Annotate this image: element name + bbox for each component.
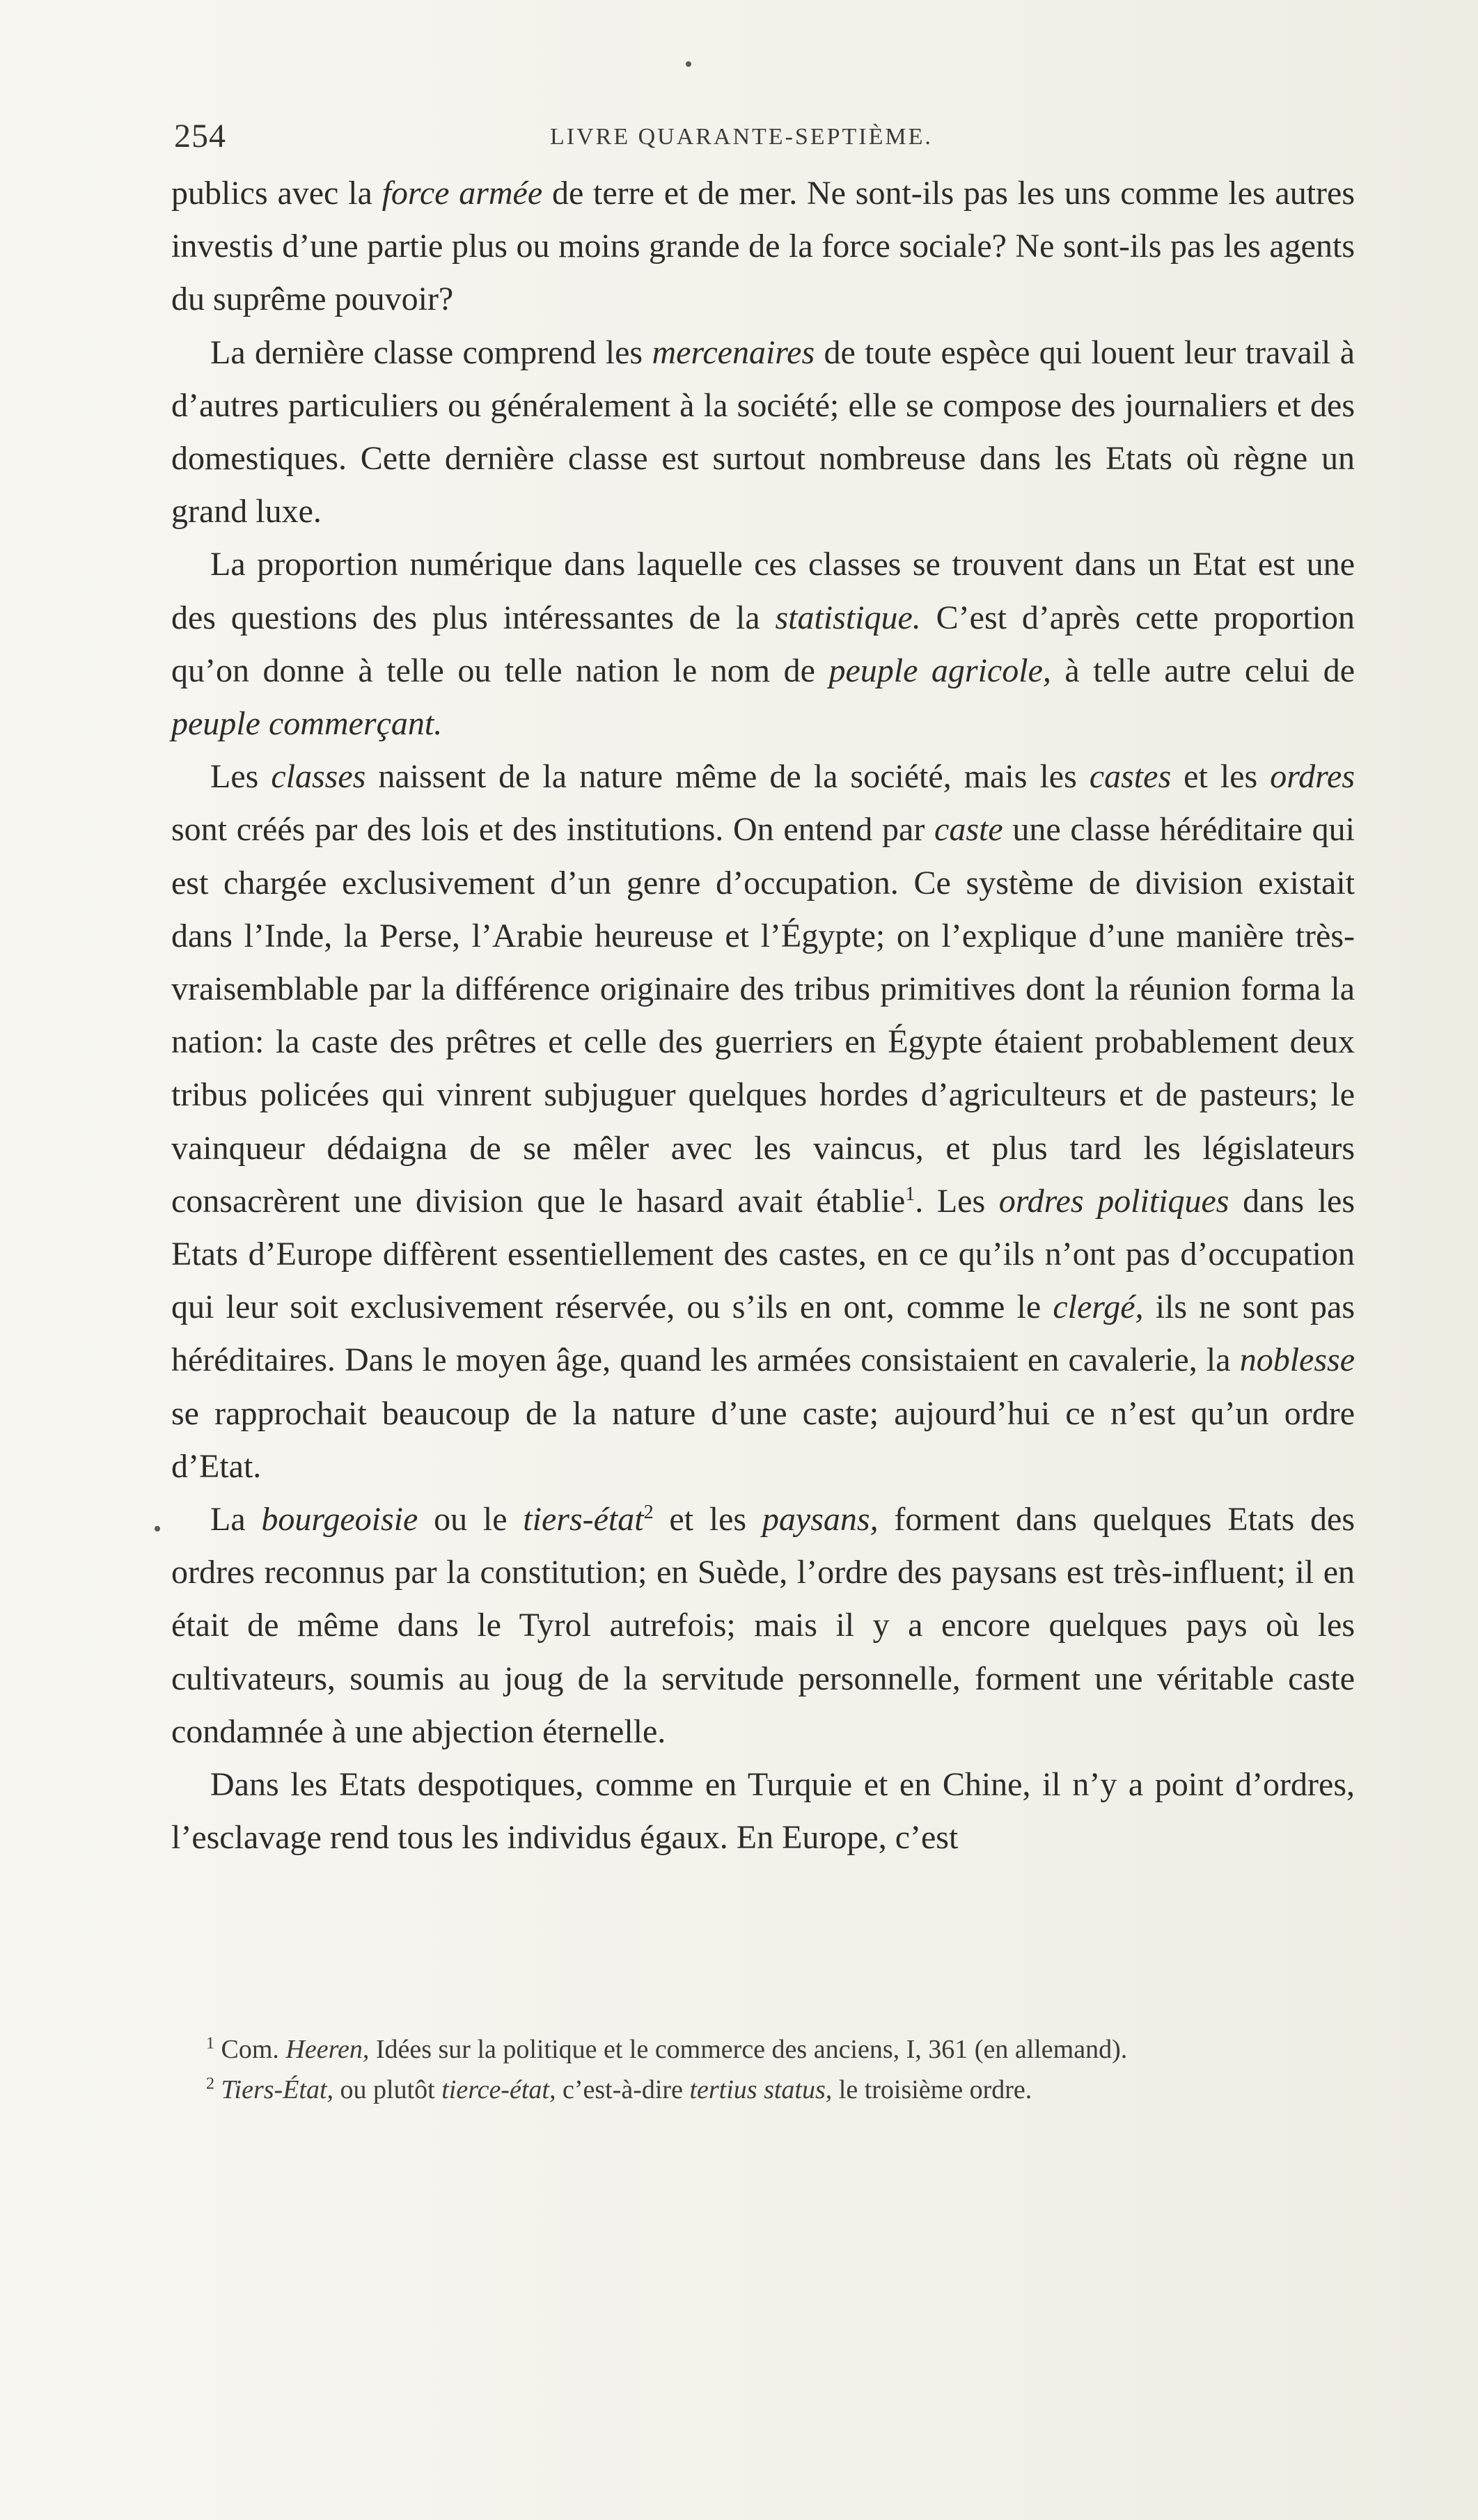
emphasis: bourgeoisie <box>261 1501 418 1538</box>
paragraph-2: La dernière classe comprend les mercenaires de toute espèce qui louent leur travail à d’autres particuliers ou généralement à la société; elle se compose des journaliers et des domestiques. Cette dernière classe est surtout nombreuse dans les Etats où règne un grand luxe. <box>171 333 1355 530</box>
paragraph-4: Les classes naissent de la nature même de la société, mais les castes et les ordres sont créés par des lois et des institutions. On entend par caste une classe héréditaire qui est chargée exclusivement d’un genre d’occupation. Ce système de division existait dans l’Inde, la Perse, l’Arabie heureuse et l’Égypte; on l’explique d’une manière très-vraisemblable par la différence originaire des tribus primitives dont la réunion forma la nation: la caste des prêtres et celle des guerriers en Égypte étaient probablement deux tribus policées qui vinrent subjuguer quelques hordes d’agriculteurs et de pasteurs; le vainqueur dédaigna de se mêler avec les vaincus, et plus tard les législateurs consacrèrent une division que le hasard avait établie$^1$. Les ordres politiques dans les Etats d’Europe diffèrent essentiellement des castes, en ce qu’ils n’ont pas d’occupation qui leur soit exclusivement réservée, ou s’ils en ont, comme le clergé, ils ne sont pas héréditaires. Dans le moyen âge, quand les armées consistaient en cavalerie, la noblesse se rapprochait beaucoup de la nature d’une caste; aujourd’hui ce n’est qu’un ordre d’Etat. <box>171 758 1355 1485</box>
paragraph-5: La bourgeoisie ou le tiers-état$^2$ et les paysans, forment dans quelques Etats des ordres reconnus par la constitution; en Suède, l’ordre des paysans est très-influent; il en était de même dans le Tyrol autrefois; mais il y a encore quelques pays où les cultivateurs, soumis au joug de la servitude personnelle, forment une véritable caste condamnée à une abjection éternelle. <box>171 1501 1355 1750</box>
emphasis: Tiers-État, <box>221 2075 334 2104</box>
emphasis: peuple agricole, <box>828 652 1051 689</box>
print-speck <box>686 61 691 67</box>
emphasis: castes <box>1089 758 1172 796</box>
footnote-mark: 2 <box>206 2074 214 2093</box>
footnote-2: $^2$ Tiers-État, ou plutôt tierce-état, c’est-à-dire tertius status, le troisième ordre. <box>206 2074 1032 2104</box>
emphasis: classes <box>271 758 366 796</box>
footnote-1: $^1$ Com. Heeren, Idées sur la politique et le commerce des anciens, I, 361 (en allemand). <box>206 2034 1128 2064</box>
footnotes <box>171 2029 1355 2110</box>
emphasis: force armée <box>382 175 543 212</box>
emphasis: tiers-état <box>523 1501 644 1538</box>
emphasis: statistique. <box>775 599 921 636</box>
footnote-ref-2[interactable]: 2 <box>643 1502 654 1524</box>
print-speck <box>155 1526 160 1531</box>
emphasis: tertius status, <box>689 2075 833 2104</box>
emphasis: ordres politiques <box>998 1182 1229 1220</box>
page-number: 254 <box>174 118 226 155</box>
emphasis: clergé, <box>1053 1289 1144 1326</box>
emphasis: peuple commerçant. <box>171 705 443 743</box>
paragraph-3: La proportion numérique dans laquelle ces classes se trouvent dans un Etat est une des questions des plus intéressantes de la statistique. C’est d’après cette proportion qu’on donne à telle ou telle nation le nom de peuple agricole, à telle autre celui de peuple commerçant. <box>171 546 1355 743</box>
paragraph-1: publics avec la force armée de terre et de mer. Ne sont-ils pas les uns comme les autres investis d’une partie plus ou moins grande de la force sociale? Ne sont-ils pas les agents du suprême pouvoir? <box>171 175 1355 318</box>
emphasis: mercenaires <box>652 333 815 371</box>
emphasis: paysans, <box>762 1501 879 1538</box>
emphasis: noblesse <box>1239 1341 1355 1379</box>
running-title: LIVRE QUARANTE-SEPTIÈME. <box>550 124 933 150</box>
body-text <box>171 167 1355 1865</box>
emphasis: caste <box>934 811 1003 849</box>
paragraph-6: Dans les Etats despotiques, comme en Turquie et en Chine, il n’y a point d’ordres, l’esclavage rend tous les individus égaux. En Europe, c’est <box>171 1766 1355 1857</box>
emphasis: ordres <box>1270 758 1355 796</box>
emphasis: tierce-état, <box>441 2075 556 2104</box>
emphasis: Heeren, <box>285 2035 370 2064</box>
footnote-mark: 1 <box>206 2034 214 2053</box>
footnote-ref-1[interactable]: 1 <box>905 1183 915 1205</box>
page-header <box>174 117 1323 166</box>
